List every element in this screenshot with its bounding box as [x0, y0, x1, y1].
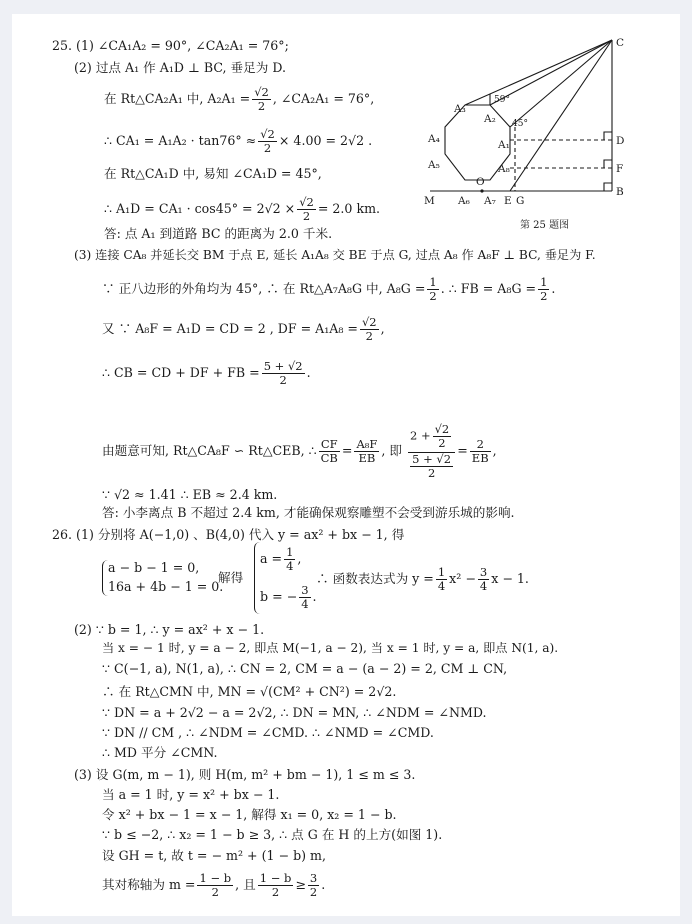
p26-part2-intro: (2) ∵ b = 1, ∴ y = ax² + x − 1.: [74, 622, 265, 637]
segment-ca1: [510, 40, 612, 127]
fraction: $\frac{CF}{CB}$: [320, 437, 338, 465]
label-g: G: [516, 195, 525, 207]
label-a8: A₈: [498, 163, 510, 175]
p25-answer-2: 答: 点 A₁ 到道路 BC 的距离为 2.0 千米.: [104, 226, 333, 241]
p25-line-eb: ∵ √2 ≈ 1.41 ∴ EB ≈ 2.4 km.: [102, 487, 278, 502]
angle-45-label: 45°: [512, 119, 528, 129]
label-e: E: [504, 195, 512, 207]
p26-line-solve: 令 x² + bx − 1 = x − 1, 解得 x₁ = 0, x₂ = 1 − b.: [102, 807, 397, 822]
p26-line-bisect: ∴ MD 平分 ∠CMN.: [102, 745, 218, 760]
fraction: $\frac{1}{2}$: [429, 275, 437, 303]
p25-line-a1d: ∴ A₁D = CA₁ · cos45° = 2√2 × $\frac{√2}{2}$ = 2.0 km.: [104, 195, 381, 223]
fraction: $\frac{1}{4}$: [286, 545, 294, 573]
label-b: B: [616, 186, 624, 198]
label-d: D: [616, 135, 625, 147]
fraction: $\frac{√2}{2}$: [299, 195, 314, 223]
p25-line-similar: 由题意可知, Rt△CA₈F ∽ Rt△CEB, ∴ $\frac{CF}{CB}$ = $\frac{\text{A₈F}}{EB}$ , 即 2 + $\frac{√2}{2}$ $\frac{5 + √2}{2}$ = $\frac{2}{EB}$ ,: [102, 422, 497, 480]
p25-line-df: 又 ∵ A₈F = A₁D = CD = 2 , DF = A₁A₈ = $\frac{√2}{2}$ ,: [102, 315, 385, 343]
right-angle-b: [604, 183, 612, 191]
p26-part3-intro: (3) 设 G(m, m − 1), 则 H(m, m² + bm − 1), 1 ≤ m ≤ 3.: [74, 767, 416, 782]
label-a6: A₆: [458, 195, 470, 207]
label-a7: A₇: [484, 195, 496, 207]
label-a2: A₂: [484, 113, 496, 125]
fraction: $\frac{1}{4}$: [437, 565, 446, 593]
label-a5: A₅: [428, 159, 440, 171]
fraction: $\frac{3}{4}$: [301, 583, 309, 611]
label-a4: A₄: [428, 133, 440, 145]
p26-line-axis: 其对称轴为 m = $\frac{1 - b}{2}$ , 且 $\frac{1 - b}{2}$ ≥ $\frac{3}{2}$ .: [102, 871, 326, 899]
p26-line-b-range: ∵ b ≤ −2, ∴ x₂ = 1 − b ≥ 3, ∴ 点 G 在 H 的上方(如图 1).: [102, 827, 443, 842]
p26-eq2: 16a + 4b − 1 = 0.: [108, 579, 224, 594]
p26-line-dn: ∵ DN = a + 2√2 − a = 2√2, ∴ DN = MN, ∴ ∠NDM = ∠NMD.: [102, 705, 487, 720]
p25-part1: 25. (1) ∠CA₁A₂ = 90°, ∠CA₂A₁ = 76°;: [52, 38, 289, 53]
label-o: O: [476, 176, 485, 188]
p26-line-points: 当 x = − 1 时, y = a − 2, 即点 M(−1, a − 2), 当 x = 1 时, y = a, 即点 N(1, a).: [102, 641, 559, 655]
fraction: $\frac{√2}{2}$: [260, 127, 275, 155]
p26-line-parallel: ∵ DN // CM , ∴ ∠NDM = ∠CMD. ∴ ∠NMD = ∠CMD.: [102, 725, 434, 740]
label-m: M: [424, 195, 435, 207]
p25-line-ca1: ∴ CA₁ = A₁A₂ · tan76° ≈ $\frac{√2}{2}$ × 4.00 = 2√2 .: [104, 127, 373, 155]
p25-answer-3: 答: 小李离点 B 不超过 2.4 km, 才能确保观察雕塑不会受到游乐城的影响.: [102, 505, 515, 520]
p26-line-cn: ∵ C(−1, a), N(1, a), ∴ CN = 2, CM = a − (a − 2) = 2, CM ⊥ CN,: [102, 661, 508, 676]
p25-part2-intro: (2) 过点 A₁ 作 A₁D ⊥ BC, 垂足为 D.: [74, 60, 286, 75]
p26-line-a1: 当 a = 1 时, y = x² + bx − 1.: [102, 787, 280, 802]
right-angle-f: [604, 160, 612, 168]
label-a1: A₁: [498, 139, 510, 151]
fraction: $\frac{3}{2}$: [309, 871, 318, 899]
p26-sol-b: b = − $\frac{3}{4}$ .: [260, 583, 317, 611]
fraction: $\frac{1 - b}{2}$: [259, 871, 292, 899]
right-angle-d: [604, 132, 612, 140]
fraction: $\frac{1 - b}{2}$: [199, 871, 232, 899]
fraction: $\frac{5 + √2}{2}$: [263, 359, 303, 387]
p26-function-result: ∴ 函数表达式为 y = $\frac{1}{4}$ x² − $\frac{3}{4}$ x − 1.: [316, 565, 529, 593]
fraction: $\frac{3}{4}$: [479, 565, 488, 593]
label-f: F: [616, 163, 624, 175]
figure-caption: 第 25 题图: [520, 220, 570, 231]
p25-line-angle: 在 Rt△CA₁D 中, 易知 ∠CA₁D = 45°,: [104, 166, 322, 181]
fraction: $\frac{\text{A₈F}}{EB}$: [356, 437, 378, 465]
compound-fraction: 2 + $\frac{√2}{2}$ $\frac{5 + √2}{2}$: [408, 423, 455, 480]
fraction: $\frac{2}{EB}$: [471, 437, 489, 465]
point-o: [480, 189, 483, 192]
p25-line-a2a1: 在 Rt△CA₂A₁ 中, A₂A₁ = $\frac{√2}{2}$ , ∠CA₂A₁ = 76°,: [104, 85, 375, 113]
p25-line-octagon: ∵ 正八边形的外角均为 45°, ∴ 在 Rt△A₇A₈G 中, A₈G = $\frac{1}{2}$ . ∴ FB = A₈G = $\frac{1}{2}$ .: [102, 275, 556, 303]
p25-part3-intro: (3) 连接 CA₈ 并延长交 BM 于点 E, 延长 A₁A₈ 交 BE 于点 G, 过点 A₈ 作 A₈F ⊥ BC, 垂足为 F.: [74, 248, 596, 262]
p26-line-mn: ∴ 在 Rt△CMN 中, MN = √(CM² + CN²) = 2√2.: [102, 684, 397, 699]
label-a3: A₃: [454, 103, 466, 115]
fraction: $\frac{1}{2}$: [540, 275, 548, 303]
p26-line-gh: 设 GH = t, 故 t = − m² + (1 − b) m,: [102, 848, 326, 863]
label-c: C: [616, 37, 625, 49]
fraction: $\frac{√2}{2}$: [361, 315, 377, 343]
p26-part1-intro: 26. (1) 分别将 A(−1,0) 、B(4,0) 代入 y = ax² + bx − 1, 得: [52, 527, 405, 542]
angle-59-label: 59°: [494, 95, 510, 105]
p25-line-cb: ∴ CB = CD + DF + FB = $\frac{5 + √2}{2}$ .: [102, 359, 311, 387]
p26-sol-a: a = $\frac{1}{4}$ ,: [260, 545, 302, 573]
problem-25-figure: [420, 32, 635, 237]
p26-solve-label: 解得: [218, 570, 244, 585]
p26-eq1: a − b − 1 = 0,: [108, 560, 200, 575]
fraction: $\frac{√2}{2}$: [254, 85, 269, 113]
